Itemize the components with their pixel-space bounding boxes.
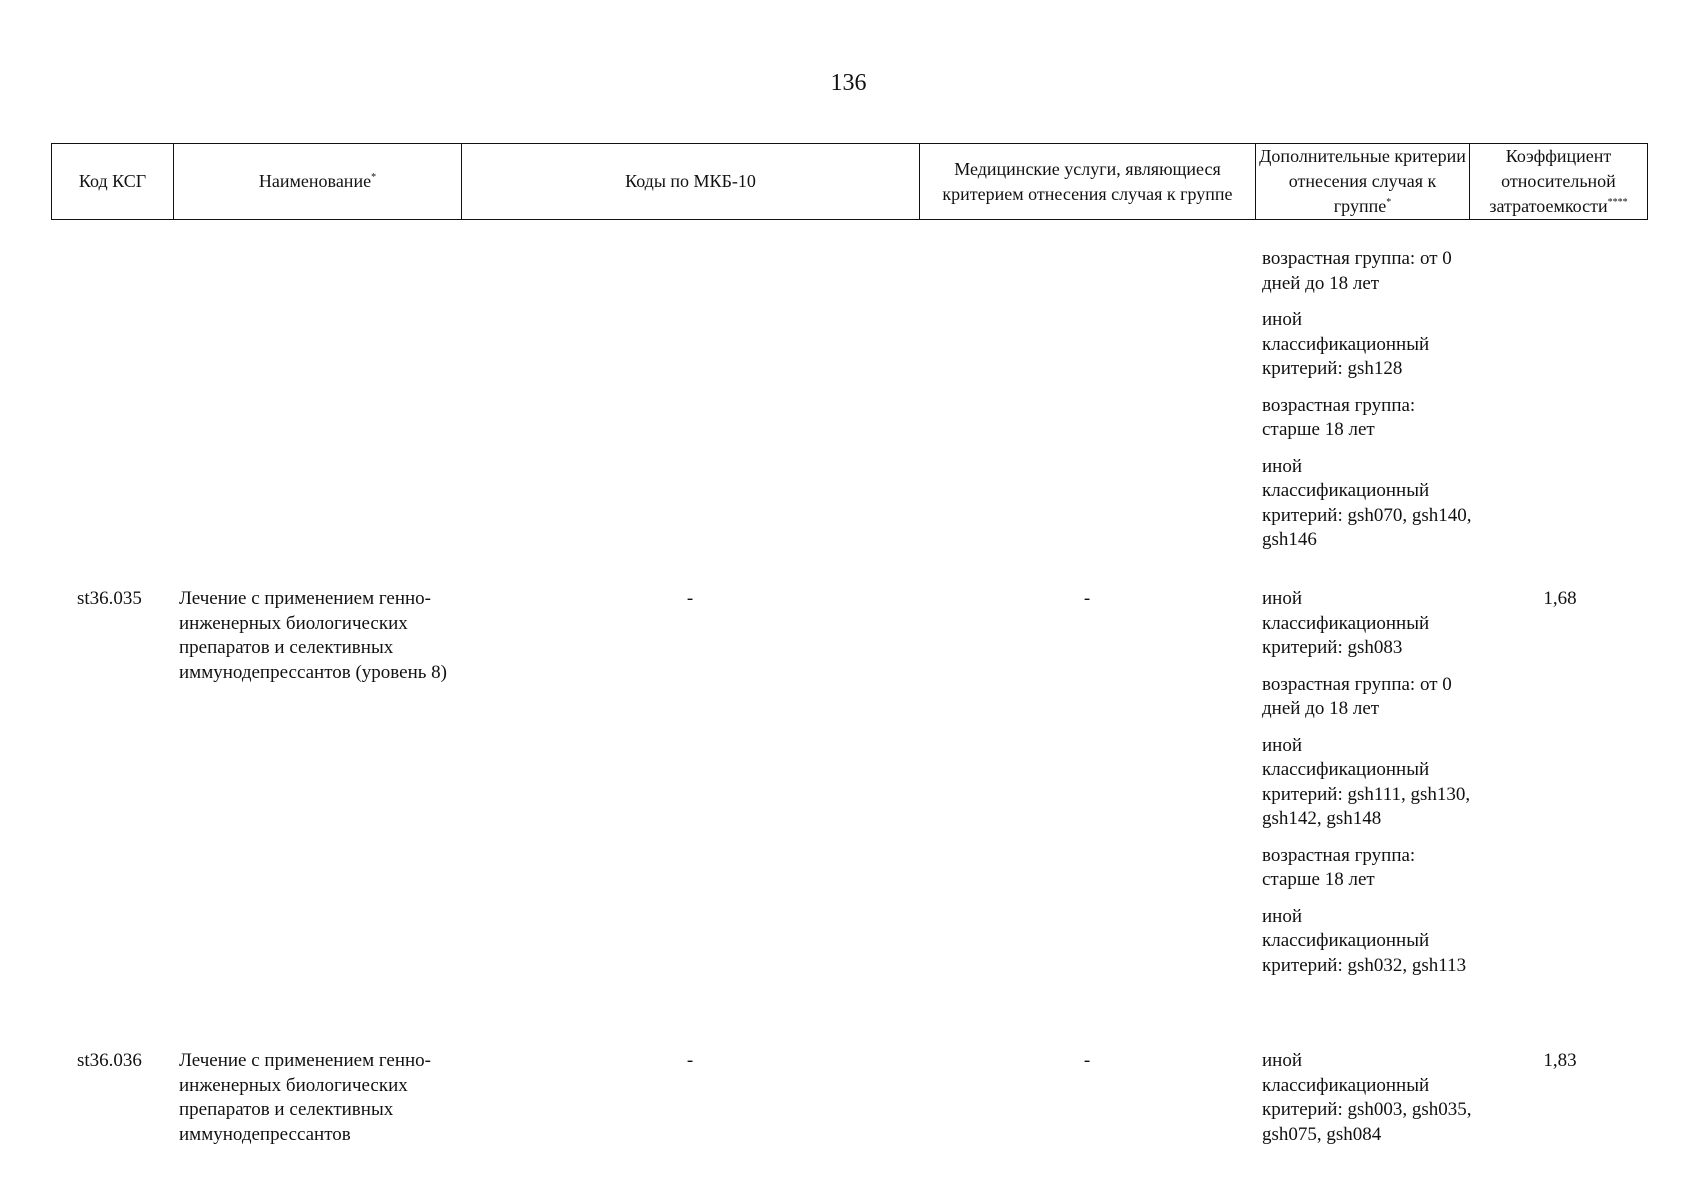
criteria-item: иной классификационный критерий: gsh070, gsh140, gsh146 (1262, 455, 1472, 550)
row-mkb: - (686, 1050, 694, 1071)
criteria-item: иной классификационный критерий: gsh111, gsh130, gsh142, gsh148 (1262, 734, 1471, 829)
row-criteria (1262, 1049, 1472, 1159)
header-name: Наименование* (174, 144, 462, 220)
criteria-item: иной классификационный критерий: gsh128 (1262, 309, 1430, 379)
row-name: Лечение с применением генно-инженерных биологических препаратов и селективных иммунодепрессантов (уровень 8) (179, 588, 448, 683)
row-services: - (1083, 1050, 1091, 1071)
criteria-item: иной классификационный критерий: gsh003, gsh035, gsh075, gsh084 (1262, 1050, 1472, 1145)
row-coefficient: 1,83 (1543, 1050, 1577, 1071)
row-code: st36.036 (77, 1050, 142, 1071)
row-name: Лечение с применением генно-инженерных биологических препаратов и селективных иммунодепрессантов (179, 1050, 431, 1145)
page-number: 136 (830, 70, 867, 96)
table-header (51, 143, 1648, 220)
criteria-item: иной классификационный критерий: gsh083 (1262, 588, 1430, 658)
row-coefficient: 1,68 (1543, 588, 1577, 609)
continuation-criteria (1262, 247, 1472, 565)
row-code: st36.035 (77, 588, 142, 609)
footnote-mark: * (1386, 197, 1392, 208)
row-mkb: - (686, 588, 694, 609)
header-services: Медицинские услуги, являющиеся критерием отнесения случая к группе (920, 144, 1256, 220)
criteria-item: иной классификационный критерий: gsh032, gsh113 (1262, 905, 1467, 976)
header-criteria: Дополнительные критерии отнесения случая к группе* (1256, 144, 1470, 220)
criteria-item: возрастная группа: от 0 дней до 18 лет (1262, 673, 1452, 719)
row-services: - (1083, 588, 1091, 609)
row-criteria (1262, 587, 1472, 990)
footnote-mark: **** (1607, 197, 1628, 208)
header-code: Код КСГ (52, 144, 174, 220)
header-mkb: Коды по МКБ-10 (462, 144, 920, 220)
header-coefficient: Коэффициент относительной затратоемкости**** (1470, 144, 1648, 220)
criteria-item: возрастная группа: старше 18 лет (1262, 844, 1416, 890)
criteria-item: возрастная группа: старше 18 лет (1262, 394, 1416, 440)
criteria-item: возрастная группа: от 0 дней до 18 лет (1262, 248, 1452, 294)
footnote-mark: * (371, 172, 377, 183)
